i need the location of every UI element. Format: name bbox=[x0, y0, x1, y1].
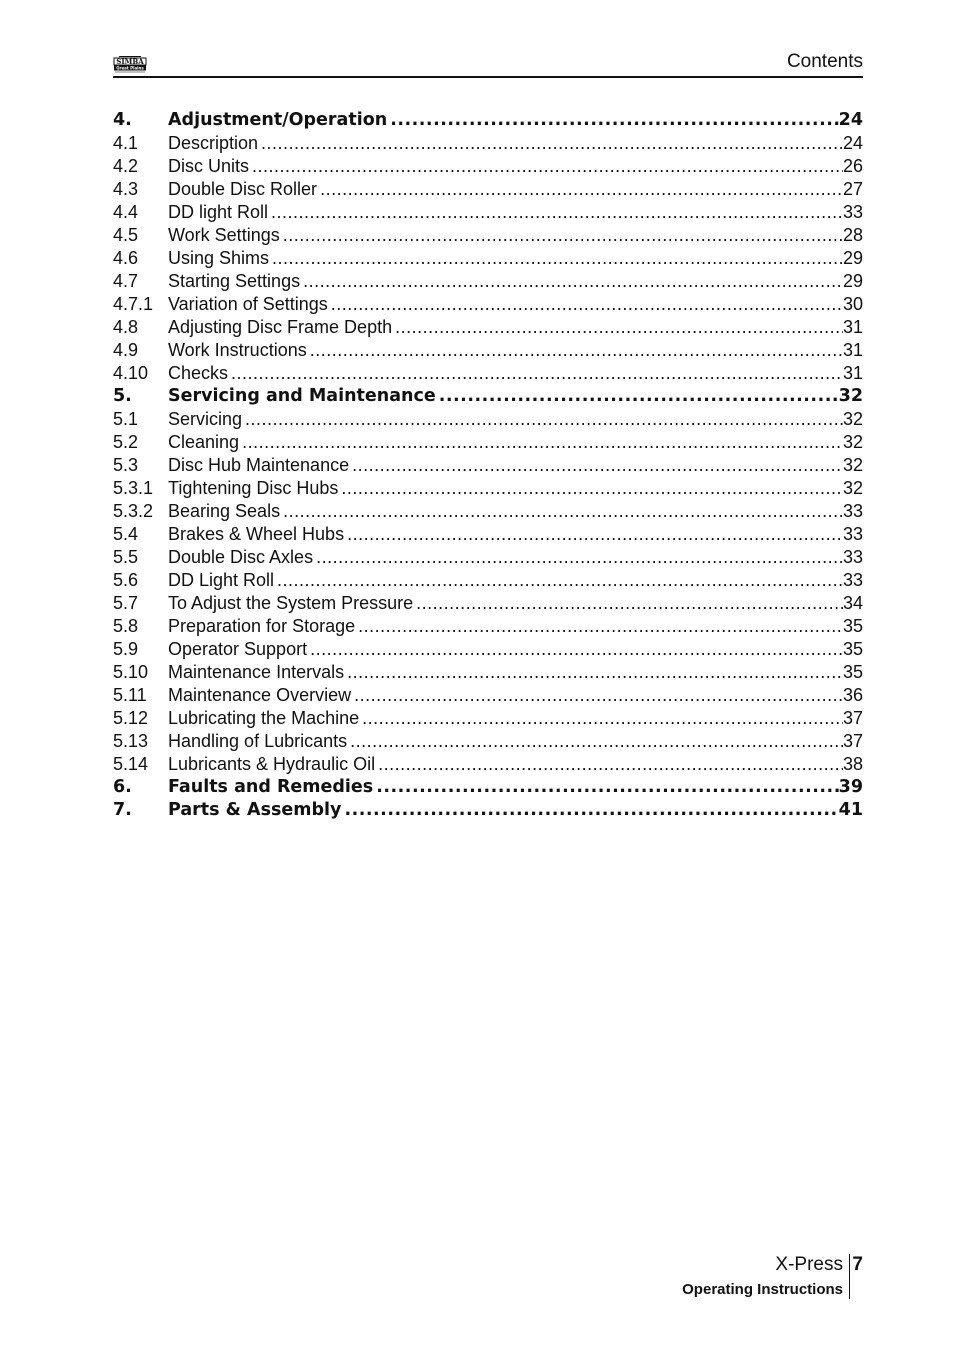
toc-entry[interactable] bbox=[113, 661, 863, 684]
toc-entry-page: 33 bbox=[842, 524, 863, 544]
toc-entry-page: 26 bbox=[842, 156, 863, 176]
toc-entry-number: 5.9 bbox=[113, 639, 139, 659]
toc-entry-title: Starting Settings bbox=[168, 271, 301, 291]
toc-entry-page: 33 bbox=[842, 570, 863, 590]
toc-entry-number: 5.3 bbox=[113, 455, 139, 475]
toc-dot-leader bbox=[317, 178, 843, 201]
toc-entry-title: Using Shims bbox=[168, 248, 270, 268]
toc-dot-leader bbox=[392, 316, 843, 339]
toc-dot-leader bbox=[349, 454, 843, 477]
toc-entry-page: 33 bbox=[842, 202, 863, 222]
toc-entry[interactable] bbox=[113, 638, 863, 661]
toc-entry-number: 5.7 bbox=[113, 593, 139, 613]
toc-entry[interactable] bbox=[113, 431, 863, 454]
toc-entry[interactable] bbox=[113, 569, 863, 592]
toc-entry-title: Double Disc Axles bbox=[168, 547, 314, 567]
toc-chapter-entry[interactable] bbox=[113, 799, 863, 822]
toc-entry-title: Handling of Lubricants bbox=[168, 731, 348, 751]
toc-entry[interactable] bbox=[113, 316, 863, 339]
toc-dot-leader bbox=[436, 385, 839, 408]
toc-entry-title: Operator Support bbox=[168, 639, 308, 659]
toc-dot-leader bbox=[274, 569, 843, 592]
toc-dot-leader bbox=[359, 707, 843, 730]
toc-entry[interactable] bbox=[113, 730, 863, 753]
toc-entry-page: 33 bbox=[842, 501, 863, 521]
header-title: Contents bbox=[786, 51, 863, 72]
toc-entry-page: 31 bbox=[842, 340, 863, 360]
toc-entry-title: To Adjust the System Pressure bbox=[168, 593, 414, 613]
toc-entry-page: 31 bbox=[842, 317, 863, 337]
toc-dot-leader bbox=[347, 730, 843, 753]
toc-entry[interactable] bbox=[113, 753, 863, 776]
toc-entry[interactable] bbox=[113, 293, 863, 316]
toc-entry-number: 4.10 bbox=[113, 363, 149, 383]
toc-entry-title: Bearing Seals bbox=[168, 501, 281, 521]
toc-dot-leader bbox=[387, 109, 838, 132]
toc-entry-number: 5.3.1 bbox=[113, 478, 154, 498]
toc-entry-page: 35 bbox=[842, 662, 863, 682]
toc-entry-page: 32 bbox=[838, 386, 863, 406]
toc-entry-number: 5.10 bbox=[113, 662, 149, 682]
toc-entry-number: 5.11 bbox=[113, 685, 147, 705]
toc-entry-number: 5.6 bbox=[113, 570, 139, 590]
toc-entry-page: 24 bbox=[842, 133, 863, 153]
toc-dot-leader bbox=[355, 615, 843, 638]
toc-entry-title: DD light Roll bbox=[168, 202, 269, 222]
toc-entry-page: 37 bbox=[842, 708, 863, 728]
toc-entry-title: Adjustment/Operation bbox=[168, 110, 388, 130]
toc-entry-number: 5.2 bbox=[113, 432, 139, 452]
toc-entry-number: 5.13 bbox=[113, 731, 149, 751]
toc-entry-number: 5.12 bbox=[113, 708, 149, 728]
toc-entry[interactable] bbox=[113, 454, 863, 477]
toc-entry-number: 4.2 bbox=[113, 156, 139, 176]
toc-entry[interactable] bbox=[113, 201, 863, 224]
toc-entry-title: Work Instructions bbox=[168, 340, 307, 360]
toc-dot-leader bbox=[307, 339, 843, 362]
toc-entry-number: 4.6 bbox=[113, 248, 139, 268]
toc-entry-page: 33 bbox=[842, 547, 863, 567]
toc-entry-title: Description bbox=[168, 133, 259, 153]
toc-entry-number: 5.8 bbox=[113, 616, 139, 636]
toc-entry-page: 24 bbox=[838, 110, 863, 130]
toc-entry-number: 4.7.1 bbox=[113, 294, 154, 314]
toc-entry[interactable] bbox=[113, 684, 863, 707]
toc-entry-title: Parts & Assembly bbox=[168, 800, 342, 820]
toc-entry[interactable] bbox=[113, 523, 863, 546]
toc-dot-leader bbox=[228, 362, 843, 385]
toc-entry-title: Maintenance Intervals bbox=[168, 662, 345, 682]
toc-entry-page: 30 bbox=[842, 294, 863, 314]
toc-dot-leader bbox=[341, 799, 838, 822]
toc-entry-title: Checks bbox=[168, 363, 229, 383]
toc-entry-page: 36 bbox=[842, 685, 863, 705]
toc-entry[interactable] bbox=[113, 546, 863, 569]
toc-entry[interactable] bbox=[113, 224, 863, 247]
toc-entry-title: Maintenance Overview bbox=[168, 685, 352, 705]
toc-entry-number: 7. bbox=[113, 800, 132, 820]
toc-entry-number: 4. bbox=[113, 110, 132, 130]
toc-dot-leader bbox=[242, 408, 843, 431]
toc-entry-title: Double Disc Roller bbox=[168, 179, 318, 199]
footer-subtitle: Operating Instructions bbox=[682, 1281, 843, 1298]
toc-entry-page: 32 bbox=[842, 478, 863, 498]
toc-entry-page: 27 bbox=[842, 179, 863, 199]
toc-entry[interactable] bbox=[113, 592, 863, 615]
toc-entry-number: 5.14 bbox=[113, 754, 149, 774]
toc-entry-number: 6. bbox=[113, 777, 132, 797]
toc-entry[interactable] bbox=[113, 477, 863, 500]
toc-entry-page: 32 bbox=[842, 432, 863, 452]
toc-chapter-entry[interactable] bbox=[113, 385, 863, 408]
toc-entry-title: Variation of Settings bbox=[168, 294, 328, 314]
toc-dot-leader bbox=[269, 247, 843, 270]
toc-dot-leader bbox=[351, 684, 843, 707]
page-header bbox=[113, 50, 863, 78]
toc-entry-page: 29 bbox=[842, 248, 863, 268]
toc-entry-title: Disc Hub Maintenance bbox=[168, 455, 350, 475]
toc-entry-number: 5.5 bbox=[113, 547, 139, 567]
toc-entry-page: 28 bbox=[842, 225, 863, 245]
toc-entry-page: 39 bbox=[838, 777, 863, 797]
toc-entry[interactable] bbox=[113, 247, 863, 270]
toc-chapter-entry[interactable] bbox=[113, 109, 863, 132]
toc-dot-leader bbox=[268, 201, 843, 224]
toc-entry-title: Cleaning bbox=[168, 432, 240, 452]
toc-entry-title: Adjusting Disc Frame Depth bbox=[168, 317, 393, 337]
toc-entry-title: Tightening Disc Hubs bbox=[168, 478, 339, 498]
toc-dot-leader bbox=[373, 776, 838, 799]
toc-entry-page: 41 bbox=[838, 800, 863, 820]
toc-entry-number: 5.1 bbox=[113, 409, 139, 429]
toc-dot-leader bbox=[258, 132, 843, 155]
toc-entry-number: 4.5 bbox=[113, 225, 139, 245]
toc-dot-leader bbox=[328, 293, 843, 316]
toc-dot-leader bbox=[344, 661, 843, 684]
toc-dot-leader bbox=[239, 431, 843, 454]
toc-entry-number: 4.3 bbox=[113, 179, 139, 199]
toc-entry[interactable] bbox=[113, 270, 863, 293]
toc-entry-number: 5. bbox=[113, 386, 132, 406]
toc-entry-number: 5.3.2 bbox=[113, 501, 154, 521]
toc-entry-page: 35 bbox=[842, 616, 863, 636]
toc-entry-number: 4.4 bbox=[113, 202, 139, 222]
toc-entry-number: 4.9 bbox=[113, 340, 139, 360]
toc-dot-leader bbox=[338, 477, 843, 500]
page-number: 7 bbox=[852, 1254, 863, 1275]
toc-entry-title: Brakes & Wheel Hubs bbox=[168, 524, 345, 544]
toc-entry[interactable] bbox=[113, 178, 863, 201]
toc-entry-page: 32 bbox=[842, 409, 863, 429]
toc-entry[interactable] bbox=[113, 362, 863, 385]
toc-entry-number: 4.7 bbox=[113, 271, 139, 291]
toc-dot-leader bbox=[307, 638, 843, 661]
toc-entry-title: Preparation for Storage bbox=[168, 616, 356, 636]
toc-entry-page: 31 bbox=[842, 363, 863, 383]
toc-entry-page: 38 bbox=[842, 754, 863, 774]
toc-dot-leader bbox=[375, 753, 843, 776]
simba-logo bbox=[113, 55, 147, 73]
toc-entry-title: Servicing and Maintenance bbox=[168, 386, 436, 406]
toc-entry[interactable] bbox=[113, 500, 863, 523]
toc-entry-page: 29 bbox=[842, 271, 863, 291]
toc-entry[interactable] bbox=[113, 408, 863, 431]
toc-dot-leader bbox=[344, 523, 843, 546]
toc-chapter-entry[interactable] bbox=[113, 776, 863, 799]
toc-entry-number: 5.4 bbox=[113, 524, 139, 544]
svg-text:Great Plains: Great Plains bbox=[116, 65, 144, 71]
toc-entry[interactable] bbox=[113, 707, 863, 730]
toc-entry-page: 37 bbox=[842, 731, 863, 751]
toc-entry-title: Disc Units bbox=[168, 156, 250, 176]
toc-dot-leader bbox=[280, 500, 843, 523]
page-footer bbox=[600, 1254, 863, 1302]
toc-entry-title: Servicing bbox=[168, 409, 243, 429]
toc-entry[interactable] bbox=[113, 339, 863, 362]
toc-entry[interactable] bbox=[113, 132, 863, 155]
toc-entry-number: 4.8 bbox=[113, 317, 139, 337]
toc-dot-leader bbox=[300, 270, 843, 293]
toc-entry-number: 4.1 bbox=[113, 133, 139, 153]
toc-entry-page: 35 bbox=[842, 639, 863, 659]
toc-entry-page: 32 bbox=[842, 455, 863, 475]
toc-dot-leader bbox=[280, 224, 843, 247]
toc-entry-title: Work Settings bbox=[168, 225, 280, 245]
toc-entry-title: DD Light Roll bbox=[168, 570, 275, 590]
toc-dot-leader bbox=[249, 155, 843, 178]
footer-product-name: X-Press bbox=[775, 1254, 843, 1275]
toc-entry[interactable] bbox=[113, 155, 863, 178]
toc-dot-leader bbox=[413, 592, 843, 615]
toc-entry-page: 34 bbox=[842, 593, 863, 613]
toc-entry-title: Lubricants & Hydraulic Oil bbox=[168, 754, 376, 774]
table-of-contents bbox=[113, 109, 863, 822]
toc-dot-leader bbox=[313, 546, 843, 569]
svg-text:SIMBA: SIMBA bbox=[116, 57, 144, 66]
footer-divider bbox=[849, 1254, 850, 1299]
toc-entry-title: Lubricating the Machine bbox=[168, 708, 360, 728]
toc-entry-title: Faults and Remedies bbox=[168, 777, 374, 797]
toc-entry[interactable] bbox=[113, 615, 863, 638]
